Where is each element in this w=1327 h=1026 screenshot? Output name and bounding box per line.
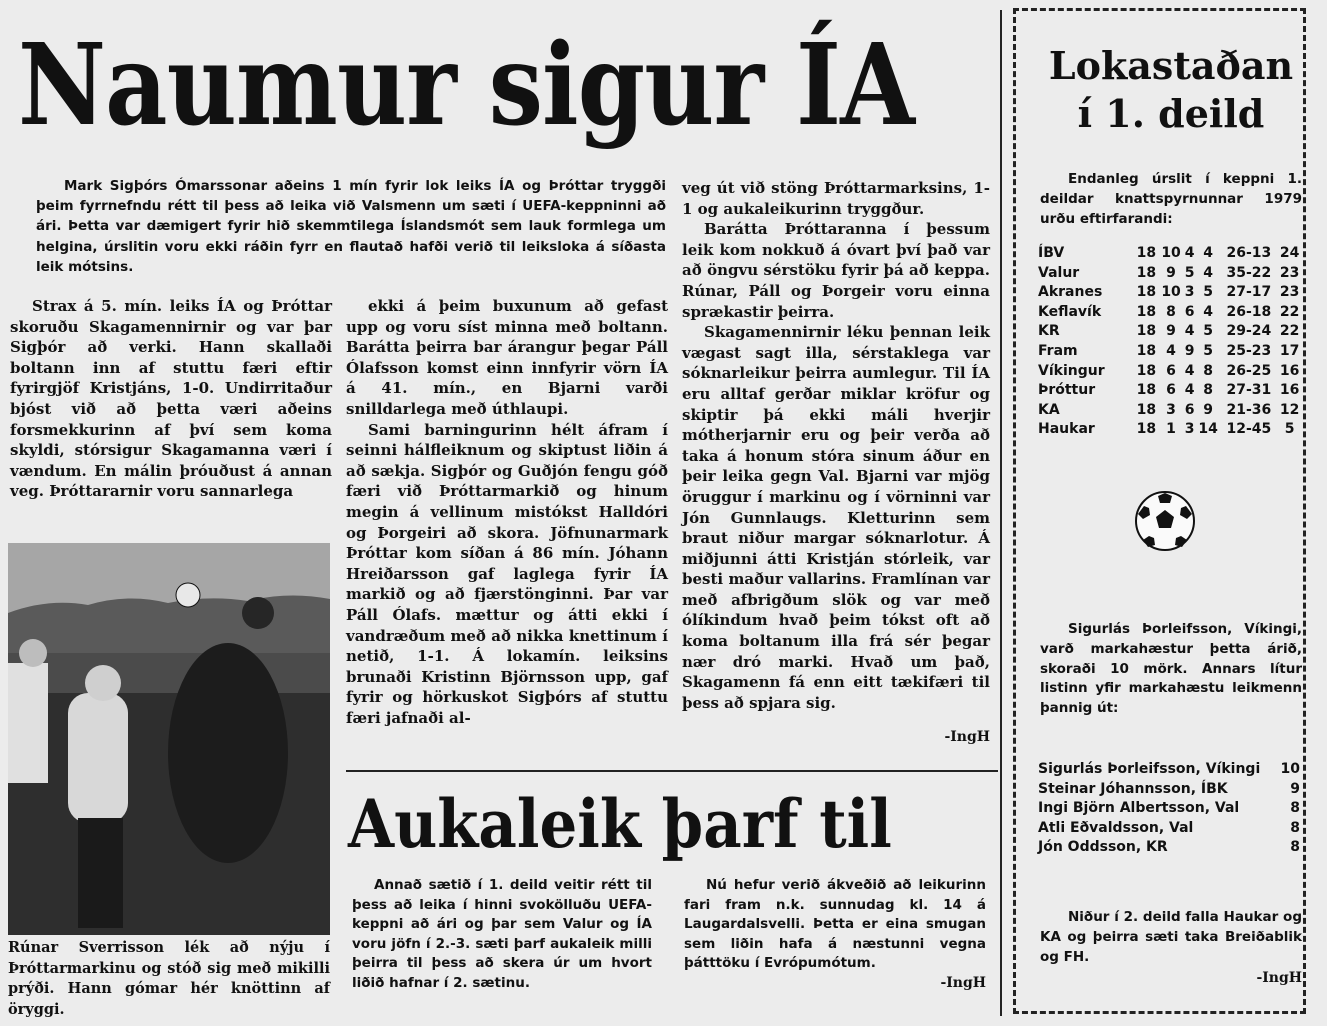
standings-cell-goals: 35-22 [1226, 264, 1272, 281]
standings-cell-team: Þróttur [1038, 382, 1096, 399]
standings-cell-w: 6 [1166, 362, 1176, 379]
relegation-note: Niður í 2. deild falla Haukar og KA og þeirra sæti taka Breiðablik og FH. [1040, 909, 1302, 965]
second-article-column-2 [684, 876, 986, 994]
standings-cell-d: 6 [1184, 303, 1195, 320]
article-column-1 [10, 296, 332, 502]
standings-cell-goals: 12-45 [1226, 421, 1272, 438]
standings-cell-goals: 26-18 [1226, 303, 1272, 320]
paragraph: Skagamennirnir léku þennan leik vægast sagt illa, sérstaklega var sóknarleikur þeirra aumlegur. Til ÍA eru alltaf gerðar miklar kröfur og skiptir þá ekki máli hverjir mótherjarnir eru og þeir verða að taka á honum stóra sinum áður en þeir leika gegn Val. Bjarni var mjög öruggur í markinu og í vörninni var Jón Gunnlaugs. Kletturinn sem braut niður margar sóknarlotur. Á miðjunni átti Kristján stórleik, var besti maður vallarins. Framlínan var með afbrigðum slök og var með ólíkindum hvað þeim tókst oft að koma boltanum illa frá sér þegar nær dró marki. Hvað um það, Skagamenn fá enn eitt tækifæri til þess að spjara sig. [682, 323, 990, 712]
standings-cell-d: 5 [1184, 264, 1195, 281]
standings-cell-l: 5 [1203, 323, 1213, 340]
paragraph: Sami barningurinn hélt áfram í seinni hálfleiknum og skiptust liðin á að sækja. Sigþór og Guðjón fengu góð færi við Þróttarmarkið og hinum megin á vellinum mistókst Halldóri og Þorgeiri að skora. Jöfnunarmark Þróttar kom síðan á 86 mín. Jóhann Hreiðarsson gaf laglega fyrir ÍA markið og að fjærstönginni. Þar var Páll Ólafs. mættur og átti ekki í vandræðum með að nikka knettinum í netið, 1-1. Á lokamín. leiksins brunaði Kristinn Björnsson upp, gaf fyrir og hörkuskot Sigþórs af stuttu færi jafnaði al- [346, 420, 668, 727]
paragraph: ekki á þeim buxunum að gefast upp og voru síst minna með boltann. Barátta þeirra bar árangur þegar Páll Ólafsson komst einn innfyrir vörn ÍA á 41. mín., en Bjarni varði snilldarlega með úthlaupi. [346, 297, 668, 418]
scorer-goals: 8 [1290, 800, 1300, 817]
standings-cell-d: 3 [1184, 421, 1195, 438]
scorer-name: Steinar Jóhannsson, ÍBK [1038, 780, 1228, 797]
second-signature: -IngH [940, 974, 986, 991]
standings-cell-w: 9 [1166, 323, 1176, 340]
sidebar-title [1030, 42, 1312, 138]
scorer-row [1038, 799, 1300, 819]
standings-cell-d: 3 [1184, 284, 1195, 301]
standings-cell-p: 18 [1136, 245, 1157, 261]
standings-cell-pts: 22 [1279, 323, 1300, 340]
standings-cell-w: 10 [1161, 284, 1181, 301]
standings-cell-p: 18 [1136, 342, 1157, 359]
second-article-column-1 [352, 876, 652, 994]
standings-cell-p: 18 [1136, 362, 1157, 379]
standings-row [1038, 401, 1302, 421]
standings-cell-l: 8 [1203, 362, 1213, 379]
sidebar-title-line-1: Lokastaðan [1048, 43, 1294, 88]
standings-cell-pts: 16 [1279, 382, 1300, 399]
scorer-goals: 9 [1290, 780, 1300, 797]
lead-paragraph: Mark Sigþórs Ómarssonar aðeins 1 mín fyrir lok leiks ÍA og Þróttar tryggði þeim fyrrnefndu rétt til þess að leika við Valsmenn um sæti í UEFA-keppninni að ári. Þetta var dæmigert fyrir hið skemmtilega Íslandsmót sem lauk formlega um helgina, úrslitin voru ekki ráðin fyrr en flautað hafði verið til leiksloka á síðasta leik mótsins. [36, 178, 666, 275]
scorer-name: Ingi Björn Albertsson, Val [1038, 800, 1240, 817]
standings-cell-d: 4 [1184, 323, 1195, 340]
paragraph: Strax á 5. mín. leiks ÍA og Þróttar skoruðu Skagamennirnir og var þar Sigþór að verki. Hann skallaði boltann inn af stuttu færi eftir fyrirgjöf Kristjáns, 1-0. Undirritaður bjóst við að þetta væri aðeins forsmekkurinn af því sem koma skyldi, stórsigur Skagamanna væri í vændum. En málin þróuðust á annan veg. Þróttararnir voru sannarlega [10, 297, 332, 501]
standings-cell-p: 18 [1136, 401, 1157, 418]
scorer-name: Jón Oddsson, KR [1038, 839, 1168, 856]
standings-cell-goals: 26-13 [1226, 245, 1272, 261]
standings-row [1038, 283, 1302, 303]
standings-cell-pts: 5 [1284, 421, 1295, 438]
scorer-goals: 10 [1280, 761, 1300, 777]
top-scorers-table [1038, 760, 1300, 858]
paragraph: Nú hefur verið ákveðið að leikurinn fari fram n.k. sunnudag kl. 14 á Laugardalsvelli. Þetta er eina smugan sem liðin hafa á næstunni vegna þátttöku í Evrópumótum. [684, 877, 986, 972]
scorer-goals: 8 [1290, 819, 1300, 836]
photo-illustration [8, 543, 330, 935]
football-icon [1134, 490, 1196, 552]
standings-cell-p: 18 [1136, 323, 1157, 340]
standings-row [1038, 244, 1302, 264]
standings-cell-pts: 23 [1279, 264, 1300, 281]
standings-cell-pts: 24 [1279, 245, 1300, 261]
standings-cell-d: 4 [1184, 245, 1195, 261]
standings-cell-p: 18 [1136, 264, 1157, 281]
scorer-row [1038, 819, 1300, 839]
article-column-3 [682, 178, 990, 748]
standings-cell-team: Valur [1038, 264, 1080, 281]
standings-cell-goals: 25-23 [1226, 342, 1272, 359]
standings-cell-l: 4 [1203, 245, 1213, 261]
article-signature: -IngH [944, 729, 990, 746]
second-headline: Aukaleik þarf til [348, 785, 892, 863]
standings-cell-l: 5 [1203, 284, 1213, 301]
standings-cell-w: 1 [1166, 421, 1176, 438]
standings-cell-l: 8 [1203, 382, 1213, 399]
standings-cell-w: 10 [1161, 245, 1181, 261]
standings-cell-d: 6 [1184, 401, 1195, 418]
standings-cell-w: 6 [1166, 382, 1176, 399]
standings-row [1038, 362, 1302, 382]
standings-cell-team: Keflavík [1038, 303, 1102, 320]
standings-cell-d: 9 [1184, 342, 1195, 359]
standings-row [1038, 303, 1302, 323]
standings-cell-team: KA [1038, 401, 1060, 418]
standings-cell-team: Víkingur [1038, 362, 1105, 379]
standings-cell-goals: 26-25 [1226, 362, 1272, 379]
standings-row [1038, 420, 1302, 440]
standings-cell-p: 18 [1136, 284, 1157, 301]
scorer-row [1038, 838, 1300, 858]
sidebar-intro: Endanleg úrslit í keppni 1. deildar knattspyrnunnar 1979 urðu eftirfarandi: [1040, 171, 1302, 227]
standings-cell-w: 4 [1166, 342, 1176, 359]
standings-row [1038, 381, 1302, 401]
standings-cell-goals: 21-36 [1226, 401, 1272, 418]
standings-cell-pts: 16 [1279, 362, 1300, 379]
scorer-goals: 8 [1290, 839, 1300, 856]
standings-cell-w: 3 [1166, 401, 1176, 418]
standings-cell-w: 9 [1166, 264, 1176, 281]
sidebar-title-line-2: í 1. deild [1077, 91, 1265, 136]
standings-cell-pts: 12 [1279, 401, 1300, 418]
standings-row [1038, 264, 1302, 284]
standings-row [1038, 322, 1302, 342]
scorers-intro: Sigurlás Þorleifsson, Víkingi, varð markahæstur þetta árið, skoraði 10 mörk. Annars lítur listinn yfir markahæstu leikmenn þannig út: [1040, 621, 1302, 717]
standings-cell-team: KR [1038, 323, 1060, 340]
article-column-2 [346, 296, 668, 728]
section-divider [346, 770, 998, 772]
scorer-row [1038, 760, 1300, 780]
standings-cell-pts: 23 [1279, 284, 1300, 301]
standings-cell-l: 4 [1203, 303, 1213, 320]
scorer-name: Atli Eðvaldsson, Val [1038, 819, 1194, 836]
sidebar-signature: -IngH [1256, 970, 1302, 986]
photo-caption: Rúnar Sverrisson lék að nýju í Þróttarmarkinu og stóð sig með mikilli prýði. Hann gómar hér knöttinn af öryggi. [8, 939, 330, 1018]
paragraph: Annað sætið í 1. deild veitir rétt til þess að leika í hinni svokölluðu UEFA-keppni að ári og þar sem Valur og ÍA voru jöfn í 2.-3. sæti þarf aukaleik milli þeirra til þess að skera úr um hvort liðið hafnar í 2. sætinu. [352, 877, 652, 991]
standings-cell-team: Fram [1038, 342, 1078, 359]
match-photo [8, 543, 330, 935]
standings-cell-pts: 17 [1279, 342, 1300, 359]
standings-cell-team: ÍBV [1038, 245, 1065, 261]
main-headline: Naumur sigur ÍA [18, 20, 915, 151]
standings-cell-l: 5 [1203, 342, 1213, 359]
column-divider [1000, 10, 1002, 1016]
standings-cell-w: 8 [1166, 303, 1176, 320]
standings-cell-p: 18 [1136, 421, 1157, 438]
standings-cell-d: 4 [1184, 382, 1195, 399]
standings-cell-team: Akranes [1038, 284, 1103, 301]
paragraph: Barátta Þróttaranna í þessum leik kom nokkuð á óvart því það var að öngvu sérstöku fyrir þá að keppa. Rúnar, Páll og Þorgeir voru einna sprækastir þeirra. [682, 220, 990, 321]
standings-cell-l: 9 [1203, 401, 1213, 418]
scorer-row [1038, 780, 1300, 800]
standings-cell-d: 4 [1184, 362, 1195, 379]
standings-cell-team: Haukar [1038, 421, 1095, 438]
scorer-name: Sigurlás Þorleifsson, Víkingi [1038, 761, 1261, 777]
standings-cell-pts: 22 [1279, 303, 1300, 320]
standings-cell-p: 18 [1136, 303, 1157, 320]
standings-cell-p: 18 [1136, 382, 1157, 399]
standings-cell-goals: 29-24 [1226, 323, 1272, 340]
standings-table [1038, 244, 1302, 440]
standings-cell-goals: 27-31 [1226, 382, 1272, 399]
standings-cell-goals: 27-17 [1226, 284, 1272, 301]
paragraph: veg út við stöng Þróttarmarksins, 1-1 og aukaleikurinn tryggður. [682, 179, 990, 218]
standings-row [1038, 342, 1302, 362]
standings-cell-l: 14 [1198, 421, 1218, 438]
standings-cell-l: 4 [1203, 264, 1213, 281]
